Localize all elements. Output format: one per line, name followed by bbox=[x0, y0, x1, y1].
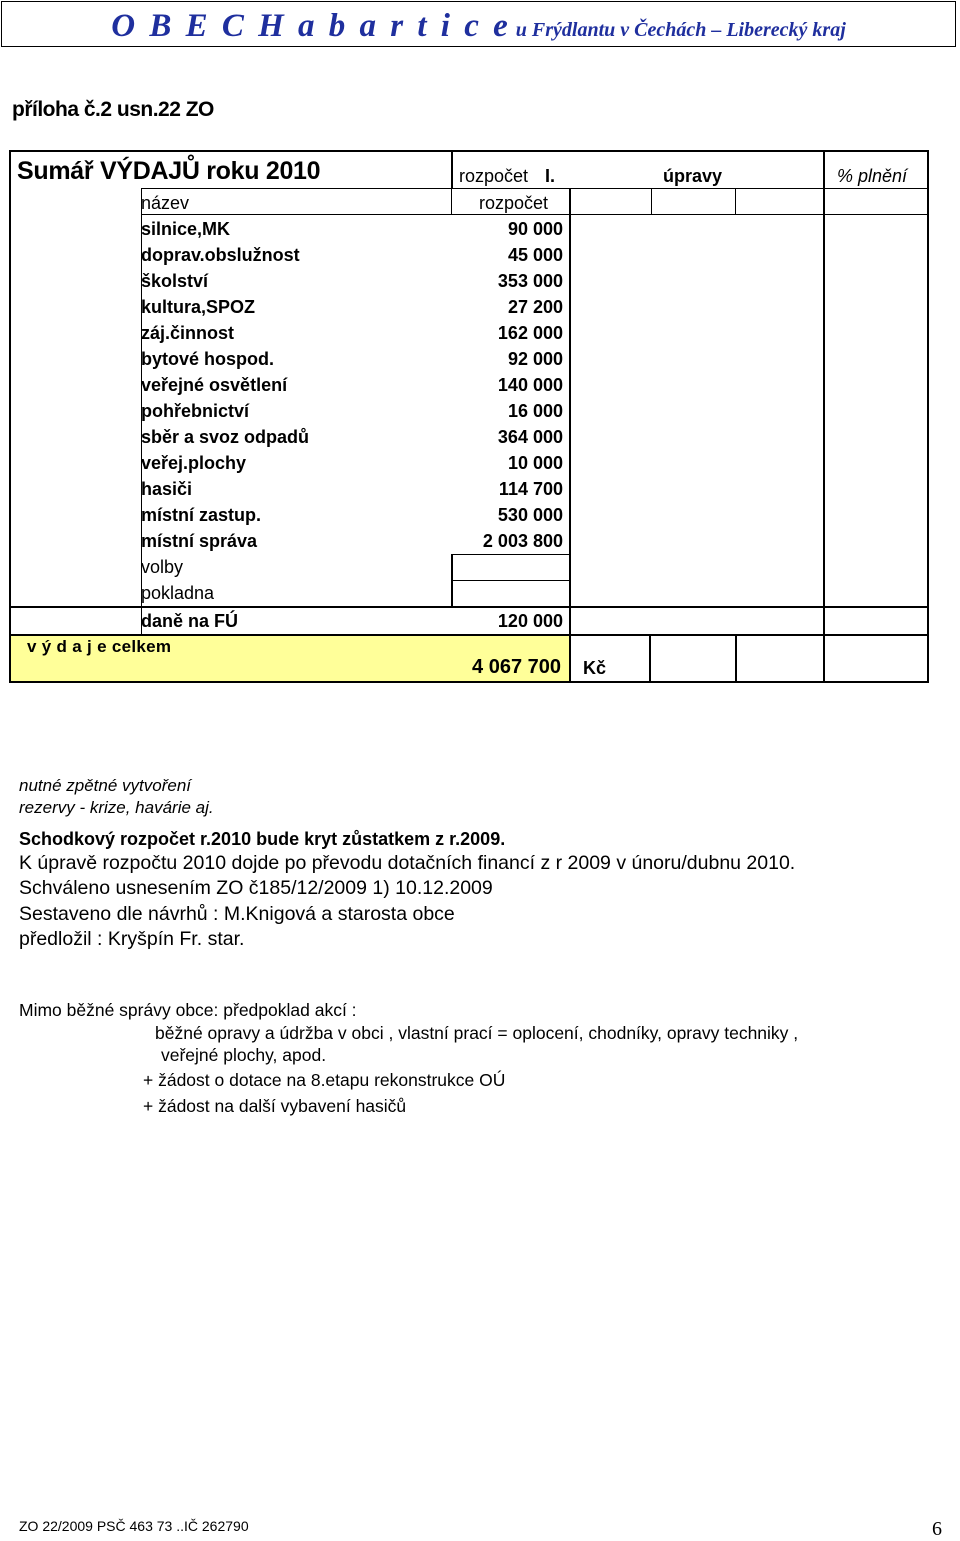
row-value: 120 000 bbox=[497, 611, 563, 631]
col-fulfillment-header: % plnění bbox=[837, 166, 908, 186]
municipality-header bbox=[1, 1, 956, 47]
row-label: daně na FÚ bbox=[141, 611, 239, 631]
row-label: sběr a svoz odpadů bbox=[141, 427, 310, 447]
total-currency: Kč bbox=[583, 658, 607, 678]
row-value: 2 003 800 bbox=[482, 531, 563, 551]
col-adjustments-header: úpravy bbox=[663, 166, 723, 186]
row-value: 16 000 bbox=[507, 401, 563, 421]
row-label: bytové hospod. bbox=[141, 349, 275, 369]
plans-line: + žádost na další vybavení hasičů bbox=[143, 1096, 407, 1116]
row-value: 92 000 bbox=[507, 349, 563, 369]
row-label: hasiči bbox=[141, 479, 193, 499]
header-sub: u Frýdlantu v Čechách – Liberecký kraj bbox=[510, 19, 846, 41]
row-value: 162 000 bbox=[497, 323, 563, 343]
total-value: 4 067 700 bbox=[472, 656, 561, 678]
row-label: veřej.plochy bbox=[141, 453, 247, 473]
plans-line: + žádost o dotace na 8.etapu rekonstrukce OÚ bbox=[143, 1070, 506, 1090]
total-label: v ý d a j e celkem bbox=[27, 637, 172, 656]
approval-note: Schváleno usnesením ZO č185/12/2009 1) 10.12.2009 bbox=[19, 877, 493, 899]
plans-intro: Mimo běžné správy obce: předpoklad akcí : bbox=[19, 1000, 357, 1020]
col-budget-header: rozpočet bbox=[459, 166, 529, 186]
page-number: 6 bbox=[932, 1518, 942, 1540]
row-value: 90 000 bbox=[507, 219, 563, 239]
plans-line: běžné opravy a údržba v obci , vlastní prací = oplocení, chodníky, opravy techniky , bbox=[155, 1023, 799, 1043]
row-label: kultura,SPOZ bbox=[141, 297, 256, 317]
expenditure-table bbox=[9, 150, 929, 683]
adjustment-note: K úpravě rozpočtu 2010 dojde po převodu dotačních financí z r 2009 v únoru/dubnu 2010. bbox=[19, 852, 796, 874]
col-budget-i: I. bbox=[545, 166, 556, 186]
row-label: silnice,MK bbox=[141, 219, 231, 239]
footer-info: ZO 22/2009 PSČ 463 73 ..IČ 262790 bbox=[19, 1518, 249, 1534]
row-value: 364 000 bbox=[497, 427, 563, 447]
row-label: záj.činnost bbox=[141, 323, 235, 343]
submitted-note: předložil : Kryšpín Fr. star. bbox=[19, 928, 245, 950]
row-value: 114 700 bbox=[498, 479, 563, 499]
row-label: školství bbox=[141, 271, 209, 291]
table-title: Sumář VÝDAJŮ roku 2010 bbox=[17, 157, 321, 185]
row-value: 10 000 bbox=[507, 453, 563, 473]
row-value: 530 000 bbox=[497, 505, 563, 525]
header-main: O B E C H a b a r t i c e bbox=[111, 8, 511, 44]
row-label: pokladna bbox=[141, 583, 215, 603]
row-label: místní zastup. bbox=[141, 505, 262, 525]
reserve-note-line1: nutné zpětné vytvoření bbox=[19, 776, 192, 795]
row-label: volby bbox=[141, 557, 184, 577]
reserve-note-line2: rezervy - krize, havárie aj. bbox=[19, 798, 214, 817]
deficit-note: Schodkový rozpočet r.2010 bude kryt zůstatkem z r.2009. bbox=[19, 829, 506, 849]
plans-line: veřejné plochy, apod. bbox=[161, 1045, 327, 1065]
row-label: doprav.obslužnost bbox=[141, 245, 300, 265]
compiled-note: Sestaveno dle návrhů : M.Knigová a starosta obce bbox=[19, 903, 455, 925]
row-value: 45 000 bbox=[507, 245, 563, 265]
row-value: 140 000 bbox=[497, 375, 563, 395]
col-name-header: název bbox=[141, 193, 190, 213]
attachment-label: příloha č.2 usn.22 ZO bbox=[12, 98, 214, 121]
row-label: pohřebnictví bbox=[141, 401, 250, 421]
col-budget-subheader: rozpočet bbox=[479, 193, 549, 213]
row-value: 27 200 bbox=[507, 297, 563, 317]
row-value: 353 000 bbox=[497, 271, 563, 291]
row-label: místní správa bbox=[141, 531, 258, 551]
row-label: veřejné osvětlení bbox=[141, 375, 288, 395]
